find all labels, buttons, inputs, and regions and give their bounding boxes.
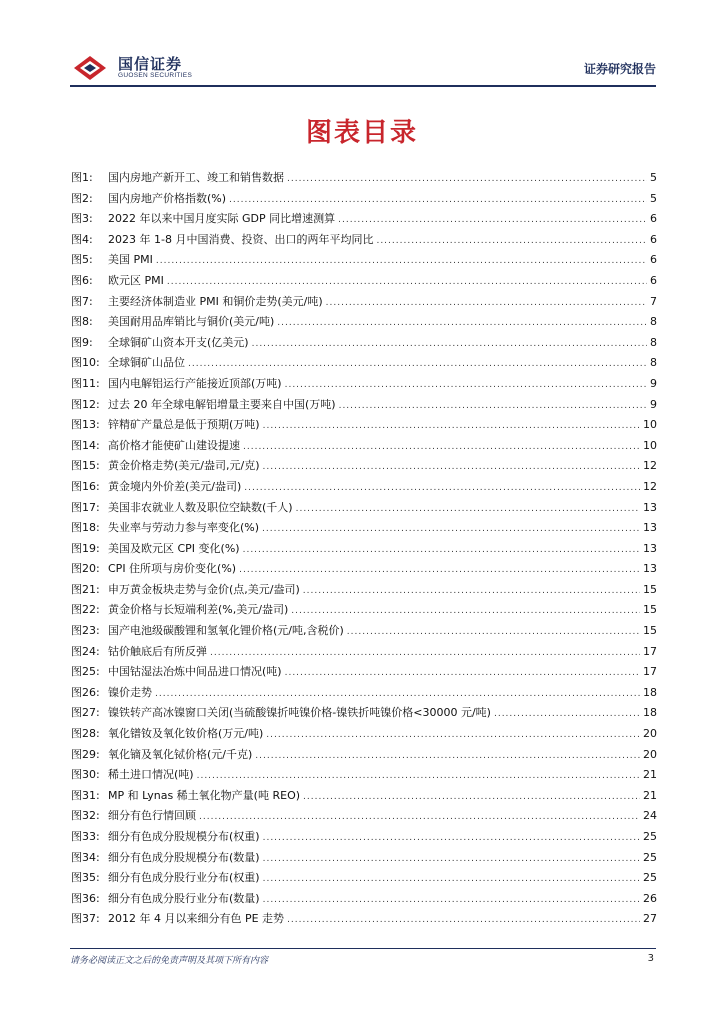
toc-entry[interactable] — [71, 848, 657, 869]
toc-entry-title: 国内房地产新开工、竣工和销售数据 — [108, 171, 284, 184]
toc-leader-dots — [263, 457, 641, 478]
toc-entry-title: 美国及欧元区 CPI 变化(%) — [108, 541, 240, 555]
toc-leader-dots — [339, 396, 647, 417]
toc-entry-page: 17 — [643, 644, 657, 658]
toc-entry[interactable] — [71, 456, 657, 477]
toc-leader-dots — [263, 869, 640, 890]
toc-entry-title: 细分有色成分股行业分布(权重) — [108, 871, 260, 885]
toc-entry-number: 图14: — [71, 438, 100, 452]
toc-entry-title: 国产电池级碳酸锂和氢氧化锂价格(元/吨,含税价) — [108, 624, 344, 638]
toc-entry-page: 21 — [643, 768, 657, 782]
toc-entry[interactable] — [71, 518, 657, 539]
toc-entry[interactable] — [71, 539, 657, 560]
toc-entry-page: 15 — [643, 624, 657, 638]
toc-entry[interactable] — [71, 621, 657, 642]
toc-entry[interactable] — [71, 353, 657, 374]
toc-entry-title: 氧化镨钕及氧化钕价格(万元/吨) — [108, 727, 264, 741]
toc-entry[interactable] — [71, 477, 657, 498]
toc-entry-page: 8 — [650, 315, 657, 329]
report-type-label: 证券研究报告 — [583, 62, 656, 76]
toc-entry-title: 黄金境内外价差(美元/盎司) — [108, 479, 242, 493]
toc-entry-page: 8 — [650, 335, 657, 349]
toc-entry-number: 图8: — [71, 315, 93, 329]
toc-leader-dots — [287, 169, 647, 190]
toc-entry[interactable] — [71, 868, 657, 889]
toc-leader-dots — [338, 210, 647, 231]
toc-entry-number: 图32: — [71, 809, 100, 823]
toc-entry-number: 图24: — [71, 644, 100, 658]
toc-entry[interactable] — [71, 580, 657, 601]
toc-entry-page: 26 — [643, 891, 657, 905]
toc-entry-number: 图13: — [71, 418, 100, 432]
toc-leader-dots — [263, 890, 640, 911]
toc-entry[interactable] — [71, 189, 657, 210]
toc-entry[interactable] — [71, 889, 657, 910]
toc-entry-title: 全球铜矿山资本开支(亿美元) — [108, 335, 249, 349]
toc-leader-dots — [376, 231, 647, 252]
toc-entry[interactable] — [71, 230, 657, 251]
toc-entry[interactable] — [71, 250, 657, 271]
header-divider — [70, 85, 656, 87]
toc-entry-number: 图23: — [71, 624, 100, 638]
toc-entry-number: 图9: — [71, 335, 93, 349]
toc-entry-page: 9 — [650, 397, 657, 411]
toc-leader-dots — [188, 354, 647, 375]
toc-entry-number: 图27: — [71, 706, 100, 720]
toc-entry[interactable] — [71, 271, 657, 292]
toc-entry[interactable] — [71, 395, 657, 416]
toc-entry-title: 高价格才能使矿山建设提速 — [108, 438, 240, 452]
toc-entry-number: 图2: — [71, 191, 93, 205]
toc-entry-page: 20 — [643, 727, 657, 741]
toc-leader-dots — [277, 313, 647, 334]
page-number: 3 — [647, 953, 654, 964]
toc-entry-page: 15 — [643, 582, 657, 596]
toc-entry-number: 图31: — [71, 788, 100, 802]
toc-leader-dots — [347, 622, 640, 643]
toc-entry-page: 25 — [643, 830, 657, 843]
toc-leader-dots — [285, 663, 640, 684]
toc-entry-title: 国内电解铝运行产能接近顶部(万吨) — [108, 376, 282, 390]
toc-entry-page: 12 — [643, 459, 657, 473]
toc-entry-page: 20 — [643, 747, 657, 761]
table-of-figures — [71, 168, 657, 930]
page-header — [0, 0, 724, 90]
toc-entry-page: 25 — [643, 871, 657, 885]
toc-leader-dots — [303, 787, 640, 808]
toc-entry-page: 10 — [643, 438, 657, 452]
toc-leader-dots — [326, 293, 647, 314]
toc-entry-number: 图37: — [71, 912, 100, 926]
toc-entry-page: 15 — [643, 603, 657, 617]
toc-entry-page: 5 — [650, 191, 657, 205]
toc-entry-page: 24 — [643, 809, 657, 823]
toc-leader-dots — [199, 807, 640, 828]
toc-title: 图表目录 — [305, 118, 418, 148]
toc-entry-number: 图11: — [71, 376, 100, 390]
toc-entry[interactable] — [71, 642, 657, 663]
toc-entry-title: 欧元区 PMI — [108, 273, 164, 287]
toc-leader-dots — [255, 746, 640, 767]
toc-leader-dots — [296, 499, 640, 520]
toc-leader-dots — [244, 478, 640, 499]
toc-entry[interactable] — [71, 559, 657, 580]
toc-entry-number: 图21: — [71, 582, 100, 596]
toc-entry[interactable] — [71, 600, 657, 621]
toc-entry-title: 黄金价格走势(美元/盎司,元/克) — [108, 459, 260, 473]
toc-entry[interactable] — [71, 806, 657, 827]
toc-entry[interactable] — [71, 662, 657, 683]
toc-leader-dots — [263, 828, 640, 849]
toc-leader-dots — [197, 766, 640, 787]
logo-chinese-name: 国信证券 — [118, 55, 183, 73]
toc-entry-title: 细分有色行情回顾 — [108, 809, 196, 823]
toc-entry-title: 中国钴湿法冶炼中间品进口情况(吨) — [108, 665, 282, 679]
toc-leader-dots — [266, 725, 640, 746]
toc-entry-number: 图36: — [71, 891, 100, 905]
toc-entry-number: 图35: — [71, 871, 100, 885]
toc-entry-number: 图29: — [71, 747, 100, 761]
guosen-logo — [70, 50, 210, 84]
guosen-logo-icon — [70, 50, 114, 84]
toc-entry-title: 细分有色成分股行业分布(数量) — [108, 891, 260, 905]
toc-entry-title: 主要经济体制造业 PMI 和铜价走势(美元/吨) — [108, 294, 323, 308]
toc-entry-title: 镍铁转产高冰镍窗口关闭(当硫酸镍折吨镍价格-镍铁折吨镍价格<30000 元/吨) — [108, 706, 491, 720]
toc-entry[interactable] — [71, 415, 657, 436]
toc-entry[interactable] — [71, 168, 657, 189]
toc-entry[interactable] — [71, 765, 657, 786]
toc-entry-page: 18 — [643, 685, 657, 699]
toc-entry-number: 图25: — [71, 665, 100, 679]
toc-leader-dots — [155, 684, 640, 705]
toc-entry-number: 图17: — [71, 500, 100, 514]
toc-entry[interactable] — [71, 683, 657, 704]
toc-entry-page: 7 — [650, 294, 657, 308]
toc-leader-dots — [156, 251, 647, 272]
toc-entry-number: 图3: — [71, 212, 93, 226]
toc-entry-title: 美国耐用品库销比与铜价(美元/吨) — [108, 315, 275, 329]
toc-entry-number: 图1: — [71, 171, 93, 184]
toc-entry[interactable] — [71, 374, 657, 395]
toc-leader-dots — [494, 704, 640, 725]
toc-entry-page: 10 — [643, 418, 657, 432]
toc-entry-number: 图30: — [71, 768, 100, 782]
toc-entry-page: 6 — [650, 253, 657, 267]
toc-entry-number: 图15: — [71, 459, 100, 473]
toc-entry-title: 2012 年 4 月以来细分有色 PE 走势 — [108, 912, 285, 926]
toc-entry-page: 17 — [643, 665, 657, 679]
toc-entry[interactable] — [71, 292, 657, 313]
toc-entry-page: 6 — [650, 232, 657, 246]
toc-leader-dots — [167, 272, 647, 293]
toc-entry-title: 细分有色成分股规模分布(数量) — [108, 850, 260, 864]
toc-leader-dots — [243, 437, 640, 458]
toc-entry-number: 图33: — [71, 830, 100, 843]
toc-entry-title: 镍价走势 — [108, 685, 152, 699]
toc-leader-dots — [243, 540, 640, 561]
toc-entry[interactable] — [71, 209, 657, 230]
toc-entry-title: 2023 年 1-8 月中国消费、投资、出口的两年平均同比 — [108, 232, 374, 246]
toc-entry-number: 图20: — [71, 562, 100, 576]
toc-entry-number: 图26: — [71, 685, 100, 699]
toc-entry-page: 8 — [650, 356, 657, 370]
toc-entry-page: 9 — [650, 376, 657, 390]
toc-entry-page: 13 — [643, 541, 657, 555]
toc-entry-page: 13 — [643, 500, 657, 514]
toc-entry-page: 12 — [643, 479, 657, 493]
toc-entry-number: 图18: — [71, 521, 100, 535]
toc-entry-title: MP 和 Lynas 稀土氧化物产量(吨 REO) — [108, 788, 301, 802]
toc-leader-dots — [263, 416, 640, 437]
toc-entry-title: 稀土进口情况(吨) — [108, 768, 194, 782]
toc-entry[interactable] — [71, 333, 657, 354]
toc-entry[interactable] — [71, 827, 657, 848]
footer-divider — [70, 948, 656, 949]
toc-entry[interactable] — [71, 909, 657, 930]
toc-entry[interactable] — [71, 312, 657, 333]
toc-entry-page: 25 — [643, 850, 657, 864]
toc-entry-page: 5 — [650, 171, 657, 184]
footer-disclaimer: 请务必阅读正文之后的免责声明及其项下所有内容 — [70, 956, 269, 966]
toc-entry-title: 美国 PMI — [108, 253, 153, 267]
toc-entry-page: 18 — [643, 706, 657, 720]
toc-entry-title: 失业率与劳动力参与率变化(%) — [108, 521, 260, 535]
toc-leader-dots — [210, 643, 640, 664]
toc-entry[interactable] — [71, 436, 657, 457]
toc-entry-title: 全球铜矿山品位 — [108, 356, 185, 370]
toc-entry-page: 21 — [643, 788, 657, 802]
toc-entry-title: 过去 20 年全球电解铝增量主要来自中国(万吨) — [108, 397, 336, 411]
toc-leader-dots — [239, 560, 640, 581]
toc-entry[interactable] — [71, 498, 657, 519]
logo-english-name: GUOSEN SECURITIES — [118, 72, 193, 79]
toc-entry-title: 细分有色成分股规模分布(权重) — [108, 830, 260, 843]
toc-entry-number: 图7: — [71, 294, 93, 308]
toc-entry-title: 锌精矿产量总是低于预期(万吨) — [108, 418, 260, 432]
toc-entry-number: 图4: — [71, 232, 93, 246]
toc-entry-title: 钴价触底后有所反弹 — [108, 644, 207, 658]
toc-entry-number: 图10: — [71, 356, 100, 370]
toc-leader-dots — [229, 190, 647, 211]
toc-entry-title: 申万黄金板块走势与金价(点,美元/盎司) — [108, 582, 300, 596]
toc-leader-dots — [285, 375, 647, 396]
toc-entry[interactable] — [71, 786, 657, 807]
toc-entry-page: 13 — [643, 521, 657, 535]
toc-entry-number: 图6: — [71, 273, 93, 287]
toc-leader-dots — [287, 910, 640, 931]
toc-entry-title: 美国非农就业人数及职位空缺数(千人) — [108, 500, 293, 514]
toc-leader-dots — [263, 849, 640, 870]
toc-entry-title: 2022 年以来中国月度实际 GDP 同比增速测算 — [108, 212, 336, 226]
toc-entry-page: 13 — [643, 562, 657, 576]
toc-entry-number: 图12: — [71, 397, 100, 411]
toc-entry-number: 图16: — [71, 479, 100, 493]
toc-entry-number: 图22: — [71, 603, 100, 617]
toc-entry-title: 氧化镝及氧化铽价格(元/千克) — [108, 747, 253, 761]
toc-entry[interactable] — [71, 745, 657, 766]
toc-entry-page: 6 — [650, 273, 657, 287]
toc-entry-title: 国内房地产价格指数(%) — [108, 191, 227, 205]
toc-entry[interactable] — [71, 703, 657, 724]
toc-entry[interactable] — [71, 724, 657, 745]
toc-entry-number: 图5: — [71, 253, 93, 267]
toc-entry-number: 图19: — [71, 541, 100, 555]
toc-entry-page: 27 — [643, 912, 657, 926]
toc-leader-dots — [303, 581, 640, 602]
toc-leader-dots — [262, 519, 640, 540]
toc-leader-dots — [291, 601, 640, 622]
toc-entry-number: 图28: — [71, 727, 100, 741]
toc-entry-page: 6 — [650, 212, 657, 226]
toc-entry-title: CPI 住所项与房价变化(%) — [108, 562, 237, 576]
toc-entry-title: 黄金价格与长短端利差(%,美元/盎司) — [108, 603, 289, 617]
toc-entry-number: 图34: — [71, 850, 100, 864]
toc-leader-dots — [252, 334, 647, 355]
